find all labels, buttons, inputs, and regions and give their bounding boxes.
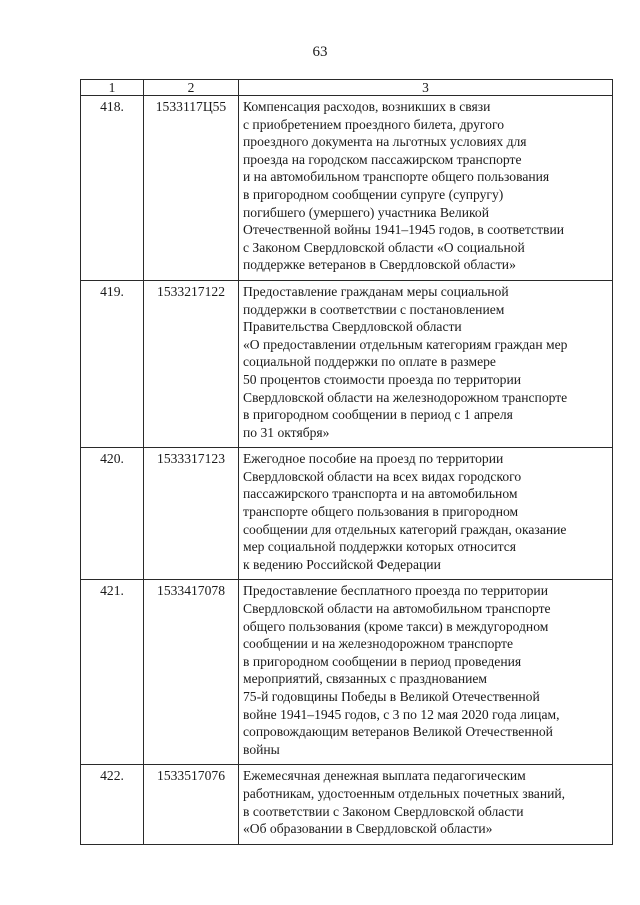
row-number: 419.: [81, 280, 144, 447]
description-line: сопровождающим ветеранов Великой Отечественной: [243, 724, 553, 740]
description-line: Свердловской области на автомобильном транспорте: [243, 601, 551, 617]
description-line: Ежемесячная денежная выплата педагогическим: [243, 768, 526, 784]
row-number: 421.: [81, 580, 144, 765]
column-header-1: 1: [81, 80, 144, 96]
description-line: транспорте общего пользования в пригородном: [243, 504, 519, 520]
row-number: 420.: [81, 448, 144, 580]
description-line: Предоставление бесплатного проезда по территории: [243, 583, 548, 599]
description-line: погибшего (умершего) участника Великой: [243, 204, 489, 220]
description-line: в пригородном сообщении в период с 1 апреля: [243, 407, 513, 423]
description-line: в соответствии с Законом Свердловской области: [243, 803, 524, 819]
description-line: Свердловской области на железнодорожном транспорте: [243, 389, 568, 405]
description-line: с Законом Свердловской области «О социальной: [243, 239, 525, 255]
table-header-row: [81, 80, 613, 96]
description-line: проездного документа на льготных условиях для: [243, 134, 527, 150]
budget-code: 1533317123: [144, 448, 239, 580]
description-line: Компенсация расходов, возникших в связи: [243, 99, 491, 114]
expense-description: [239, 280, 613, 447]
description-line: в пригородном сообщении супруге (супругу): [243, 186, 504, 202]
page-number: 63: [312, 44, 328, 60]
table-row: [81, 280, 613, 447]
table-body: [81, 96, 613, 845]
expense-description: [239, 96, 613, 281]
description-line: 75-й годовщины Победы в Великой Отечественной: [243, 689, 540, 704]
table-row: [81, 765, 613, 844]
description-line: проезда на городском пассажирском транспорте: [243, 151, 522, 167]
description-line: мероприятий, связанных с празднованием: [243, 671, 488, 687]
description-line: Отечественной войны 1941–1945 годов, в соответствии: [243, 222, 564, 238]
description-line: поддержки в соответствии с постановлением: [243, 301, 505, 317]
column-header-2: 2: [144, 80, 239, 96]
description-line: Правительства Свердловской области: [243, 319, 462, 335]
budget-code: 1533517076: [144, 765, 239, 844]
description-line: «О предоставлении отдельным категориям граждан мер: [243, 336, 568, 352]
description-line: работникам, удостоенным отдельных почетных званий,: [243, 785, 566, 801]
expense-description: [239, 580, 613, 765]
row-number: 422.: [81, 765, 144, 844]
expense-description: [239, 765, 613, 844]
expense-description: [239, 448, 613, 580]
description-line: войне 1941–1945 годов, с 3 по 12 мая 2020 года лицам,: [243, 706, 560, 722]
description-line: пассажирского транспорта и на автомобильном: [243, 486, 518, 502]
budget-codes-table: [80, 79, 613, 845]
description-line: Свердловской области на всех видах городского: [243, 468, 522, 484]
description-line: в пригородном сообщении в период проведения: [243, 653, 522, 669]
description-line: и на автомобильном транспорте общего пользования: [243, 169, 550, 185]
budget-code: 1533117Ц55: [144, 96, 239, 281]
description-line: мер социальной поддержки которых относится: [243, 539, 516, 555]
description-line: общего пользования (кроме такси) в междугородном: [243, 618, 549, 634]
description-line: социальной поддержки по оплате в размере: [243, 354, 496, 370]
description-line: Ежегодное пособие на проезд по территории: [243, 451, 504, 467]
description-line: 50 процентов стоимости проезда по территории: [243, 371, 521, 387]
description-line: Предоставление гражданам меры социальной: [243, 283, 509, 299]
description-line: к ведению Российской Федерации: [243, 556, 441, 572]
column-header-3: 3: [239, 80, 613, 96]
budget-code: 1533417078: [144, 580, 239, 765]
description-line: сообщении для отдельных категорий граждан, оказание: [243, 521, 567, 537]
table-row: [81, 580, 613, 765]
budget-code: 1533217122: [144, 280, 239, 447]
table-row: [81, 96, 613, 281]
description-line: «Об образовании в Свердловской области»: [243, 821, 493, 837]
table-row: [81, 448, 613, 580]
description-line: по 31 октября»: [243, 424, 330, 440]
description-line: с приобретением проездного билета, другого: [243, 116, 505, 132]
description-line: войны: [243, 741, 280, 757]
description-line: сообщении и на железнодорожном транспорте: [243, 636, 514, 652]
row-number: 418.: [81, 96, 144, 281]
description-line: поддержке ветеранов в Свердловской области»: [243, 257, 516, 273]
